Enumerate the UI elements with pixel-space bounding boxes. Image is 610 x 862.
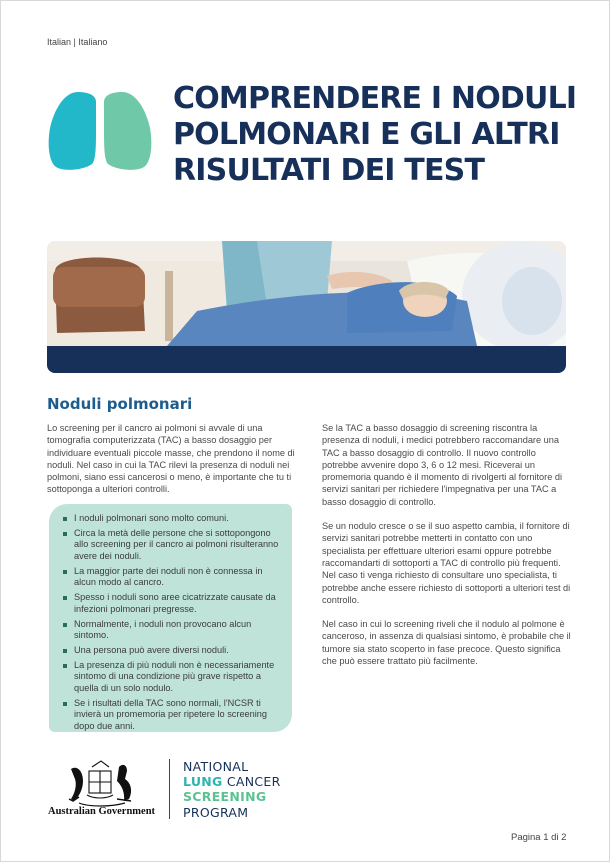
body-paragraph: Se un nodulo cresce o se il suo aspetto cambia, il fornitore di servizi sanitari potrebbe metterti in contatto con uno specialista per effettuare ulteriori esami oppure potrebbe raccomandarti di sottoporti a TAC di controllo più frequenti. Nel caso ti venga richiesto di consultare uno specialista, ti potrebbe anche essere richiesto di sottoporti a ulteriori test di controllo. [322, 521, 571, 605]
language-label: Italian | Italiano [47, 37, 108, 47]
list-item: Circa la metà delle persone che si sottopongono allo screening per il cancro ai polmoni risulteranno avere dei noduli. [63, 528, 282, 562]
body-paragraph: Se la TAC a basso dosaggio di screening riscontra la presenza di noduli, i medici potrebbero raccomandare una TAC a basso dosaggio di controllo. Il nuovo controllo potrebbe avvenire dopo 3, 6 o 12 mesi. Riceverai un promemoria quando è il momento di rivolgerti al fornitore di servizi sanitari per richiedere l'impegnativa per una TAC a basso dosaggio di controllo. [322, 423, 563, 507]
list-item: Una persona può avere diversi noduli. [63, 645, 282, 656]
footer-divider [169, 759, 170, 819]
section-heading: Noduli polmonari [47, 395, 193, 413]
page-number: Pagina 1 di 2 [511, 832, 567, 843]
list-item: I noduli polmonari sono molto comuni. [63, 513, 282, 524]
program-line: PROGRAM [183, 804, 249, 820]
hero-photo [47, 241, 566, 373]
intro-paragraph: Lo screening per il cancro ai polmoni si avvale di una tomografia computerizzata (TAC) a basso dosaggio per individuare eventuali piccole masse, che prendono il nome di noduli. Nel caso in cui la TAC rilevi la presenza di noduli nei polmoni, siano essi cancerosi o meno, è importante che tu ti sottoponga a ulteriori controlli. [47, 423, 295, 495]
right-column [322, 422, 572, 679]
page-title [173, 81, 593, 189]
lungs-icon [48, 90, 152, 170]
title-line: RISULTATI DEI TEST [173, 153, 485, 188]
list-item: La presenza di più noduli non è necessariamente sintomo di una condizione più grave rispetto a quella di un solo nodulo. [63, 660, 282, 694]
program-line: NATIONAL [183, 759, 249, 774]
program-word-cancer: CANCER [222, 774, 281, 790]
list-item: La maggior parte dei noduli non è connessa in alcun modo al cancro. [63, 566, 282, 589]
list-item: Spesso i noduli sono aree cicatrizzate causate da infezioni polmonari pregresse. [63, 592, 282, 615]
government-label: Australian Government [48, 806, 156, 817]
key-facts-box [49, 504, 292, 732]
key-facts-list [63, 513, 282, 732]
title-line: POLMONARI E GLI ALTRI [173, 117, 560, 152]
title-line: COMPRENDERE I NODULI [173, 81, 577, 116]
program-word-lung: LUNG [183, 774, 223, 790]
program-logo [183, 759, 281, 820]
body-paragraph: Nel caso in cui lo screening riveli che il nodulo al polmone è canceroso, in assenza di qualsiasi sintomo, è probabile che il tumore sia stato scoperto in fase precoce. Questo significa che può essere trattato più facilmente. [322, 619, 571, 667]
program-line: SCREENING [183, 789, 267, 805]
list-item: Se i risultati della TAC sono normali, l'NCSR ti invierà un promemoria per ripetere lo screening dopo due anni. [63, 698, 282, 732]
list-item: Normalmente, i noduli non provocano alcun sintomo. [63, 619, 282, 642]
